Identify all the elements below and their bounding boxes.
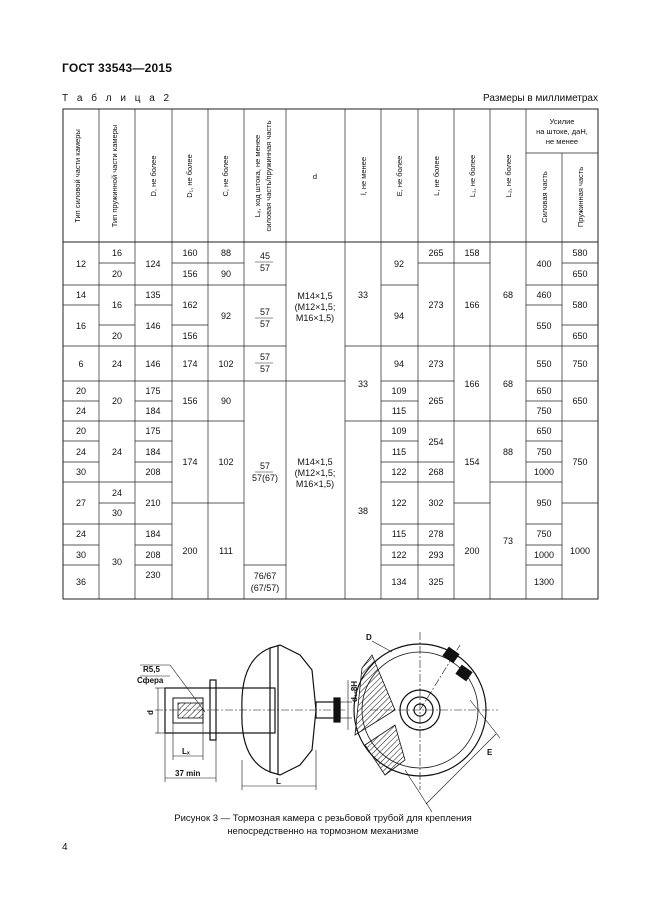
hdr-d: d: [312, 172, 318, 181]
cell: 94: [393, 311, 405, 321]
cell: 265: [428, 248, 444, 258]
cell: 102: [218, 457, 234, 467]
cell: 174: [182, 457, 198, 467]
cell: 254: [428, 437, 444, 447]
cell: 115: [391, 529, 407, 539]
cell: 208: [145, 467, 161, 477]
cell: 88: [502, 447, 514, 457]
hatched-section: [178, 703, 203, 718]
mount-bolt-2: [456, 665, 472, 680]
label-D: D: [366, 633, 372, 642]
label-d1: d₁-8H: [350, 680, 359, 702]
cell: 278: [428, 529, 444, 539]
rod-end: [334, 698, 340, 722]
page-number: 4: [62, 842, 68, 853]
label-L: L: [276, 777, 281, 786]
cell: 750: [536, 529, 552, 539]
cell: 580: [572, 300, 588, 310]
cell: 33: [357, 290, 369, 300]
cell: 109: [391, 426, 407, 436]
cell: 230: [145, 570, 161, 580]
figure-caption: [0, 812, 646, 838]
cell: 90: [220, 396, 232, 406]
cell: 273: [428, 300, 444, 310]
cell: 57: [259, 352, 271, 362]
housing-lower: [365, 725, 405, 775]
cell: 208: [145, 550, 161, 560]
cell: 460: [536, 290, 552, 300]
cell: 550: [536, 321, 552, 331]
cell: 24: [75, 529, 87, 539]
cell: 24: [111, 359, 123, 369]
front-view: [354, 632, 500, 812]
hdr-force-spring: Пружинная часть: [576, 166, 585, 228]
hdr-D1: D₁, не более: [185, 154, 194, 198]
cell: 20: [111, 269, 123, 279]
hdr-stroke: Lₓ, ход штока, не менее: [253, 134, 262, 218]
cell: 325: [428, 577, 444, 587]
cell: (67/57): [250, 583, 280, 593]
cell: 92: [393, 259, 405, 269]
cell: 16: [75, 321, 87, 331]
cell: 57: [259, 364, 271, 374]
cell: 122: [391, 498, 407, 508]
cell: 184: [145, 406, 161, 416]
cell: 146: [145, 321, 161, 331]
cell: 115: [391, 406, 407, 416]
cell: 650: [572, 396, 588, 406]
cell: 68: [502, 290, 514, 300]
cell: 88: [220, 248, 232, 258]
label-37-min: 37 min: [175, 769, 201, 778]
cell: 1300: [533, 577, 555, 587]
cell: 200: [464, 546, 480, 556]
cell: 90: [220, 269, 232, 279]
cell: 154: [464, 457, 480, 467]
cell: 175: [145, 386, 161, 396]
cell: M14×1,5: [297, 457, 333, 467]
cell: 166: [464, 300, 480, 310]
cell: 950: [536, 498, 552, 508]
cell: 57: [259, 461, 271, 471]
cell: 33: [357, 379, 369, 389]
hdr-L2: L₂, не более: [504, 154, 513, 198]
cell: 36: [75, 577, 87, 587]
cell: 166: [464, 379, 480, 389]
cell: 200: [182, 546, 198, 556]
cell: M16×1,5): [295, 313, 335, 323]
hdr-l: l, не менее: [359, 156, 368, 196]
cell: 302: [428, 498, 444, 508]
cell: 184: [145, 529, 161, 539]
cell: 68: [502, 379, 514, 389]
cell: 6: [78, 359, 84, 369]
cell: 650: [572, 269, 588, 279]
cell: 1000: [533, 467, 555, 477]
table-units: Размеры в миллиметрах: [483, 93, 598, 104]
cell: 76/67: [253, 571, 277, 581]
cell: 102: [218, 359, 234, 369]
cell: 122: [391, 467, 407, 477]
cell: 1000: [569, 546, 591, 556]
cell: 580: [572, 248, 588, 258]
figure-caption-line-1: Рисунок 3 — Тормозная камера с резьбовой трубой для крепления: [174, 813, 472, 824]
cell: 16: [111, 248, 123, 258]
cell: 1000: [533, 550, 555, 560]
cell: 750: [536, 406, 552, 416]
side-view: [140, 645, 352, 790]
hdr-stroke-sub: силовая часть/пружинная часть: [264, 120, 273, 232]
cell: 14: [75, 290, 87, 300]
cell: 45: [259, 251, 271, 261]
cell: 122: [391, 550, 407, 560]
cell: 73: [502, 536, 514, 546]
cell: 156: [182, 269, 198, 279]
cell: 57(67): [251, 473, 279, 483]
hdr-power-type: Тип силовой части камеры: [73, 129, 82, 223]
cell: 92: [220, 311, 232, 321]
cell: M14×1,5: [297, 291, 333, 301]
cell: 94: [393, 359, 405, 369]
cell: 24: [75, 406, 87, 416]
hdr-force-power: Силовая часть: [540, 171, 549, 223]
cell: 30: [111, 557, 123, 567]
cell: 650: [536, 426, 552, 436]
cell: 12: [75, 259, 87, 269]
hdr-spring-type: Тип пружинной части камеры: [110, 124, 119, 228]
cell: 750: [536, 447, 552, 457]
cell: 20: [111, 396, 123, 406]
cell: 750: [572, 359, 588, 369]
cell: 134: [391, 577, 407, 587]
hdr-D: D, не более: [149, 155, 158, 197]
cell: 293: [428, 550, 444, 560]
standard-designation: ГОСТ 33543—2015: [62, 61, 173, 75]
label-E: E: [487, 748, 493, 757]
cell: 30: [75, 550, 87, 560]
hdr-C: C, не более: [221, 155, 230, 197]
cell: 175: [145, 426, 161, 436]
cell: 550: [536, 359, 552, 369]
cell: 146: [145, 359, 161, 369]
cell: M16×1,5): [295, 479, 335, 489]
label-d: d: [146, 710, 155, 715]
cell: 20: [111, 331, 123, 341]
cell: 27: [75, 498, 87, 508]
housing-cutaway: [355, 655, 395, 735]
cell: 156: [182, 396, 198, 406]
cell: 135: [145, 290, 161, 300]
hdr-E: E, не более: [395, 155, 404, 197]
table-caption: Т а б л и ц а 2: [62, 93, 173, 104]
label-radius: R5,5: [143, 665, 160, 674]
cell: 750: [572, 457, 588, 467]
hdr-L1: L₁, не более: [468, 154, 477, 198]
cell: 650: [572, 331, 588, 341]
cell: 124: [145, 259, 161, 269]
cell: 650: [536, 386, 552, 396]
cell: 268: [428, 467, 444, 477]
cell: 174: [182, 359, 198, 369]
cell: 24: [111, 447, 123, 457]
cell: 115: [391, 447, 407, 457]
cell: 57: [259, 263, 271, 273]
cell: 30: [111, 508, 123, 518]
side-view-labels: [137, 665, 359, 786]
cell: 57: [259, 319, 271, 329]
cell: 20: [75, 386, 87, 396]
cell: 160: [182, 248, 198, 258]
cell: 400: [536, 259, 552, 269]
cell: 158: [464, 248, 480, 258]
cell: 184: [145, 447, 161, 457]
cell: 111: [219, 546, 233, 556]
cell: 38: [357, 506, 369, 516]
label-sphere: Сфера: [137, 676, 164, 685]
hdr-L: L, не более: [432, 156, 441, 196]
cell: (M12×1,5;: [294, 468, 336, 478]
cell: 16: [111, 300, 123, 310]
cell: 24: [75, 447, 87, 457]
cell: 57: [259, 307, 271, 317]
cell: 20: [75, 426, 87, 436]
cell: 24: [111, 488, 123, 498]
cell: 162: [182, 300, 198, 310]
cell: 210: [145, 498, 161, 508]
cell: 273: [428, 359, 444, 369]
cell: 109: [391, 386, 407, 396]
figure-caption-line-2: непосредственно на тормозном механизме: [227, 826, 419, 837]
cell: (M12×1,5;: [294, 302, 336, 312]
cell: 30: [75, 467, 87, 477]
cell: 265: [428, 396, 444, 406]
hdr-force: Усилие на штоке, даН, не менее: [536, 117, 588, 146]
label-lx: Lₓ: [182, 747, 190, 756]
cell: 156: [182, 331, 198, 341]
